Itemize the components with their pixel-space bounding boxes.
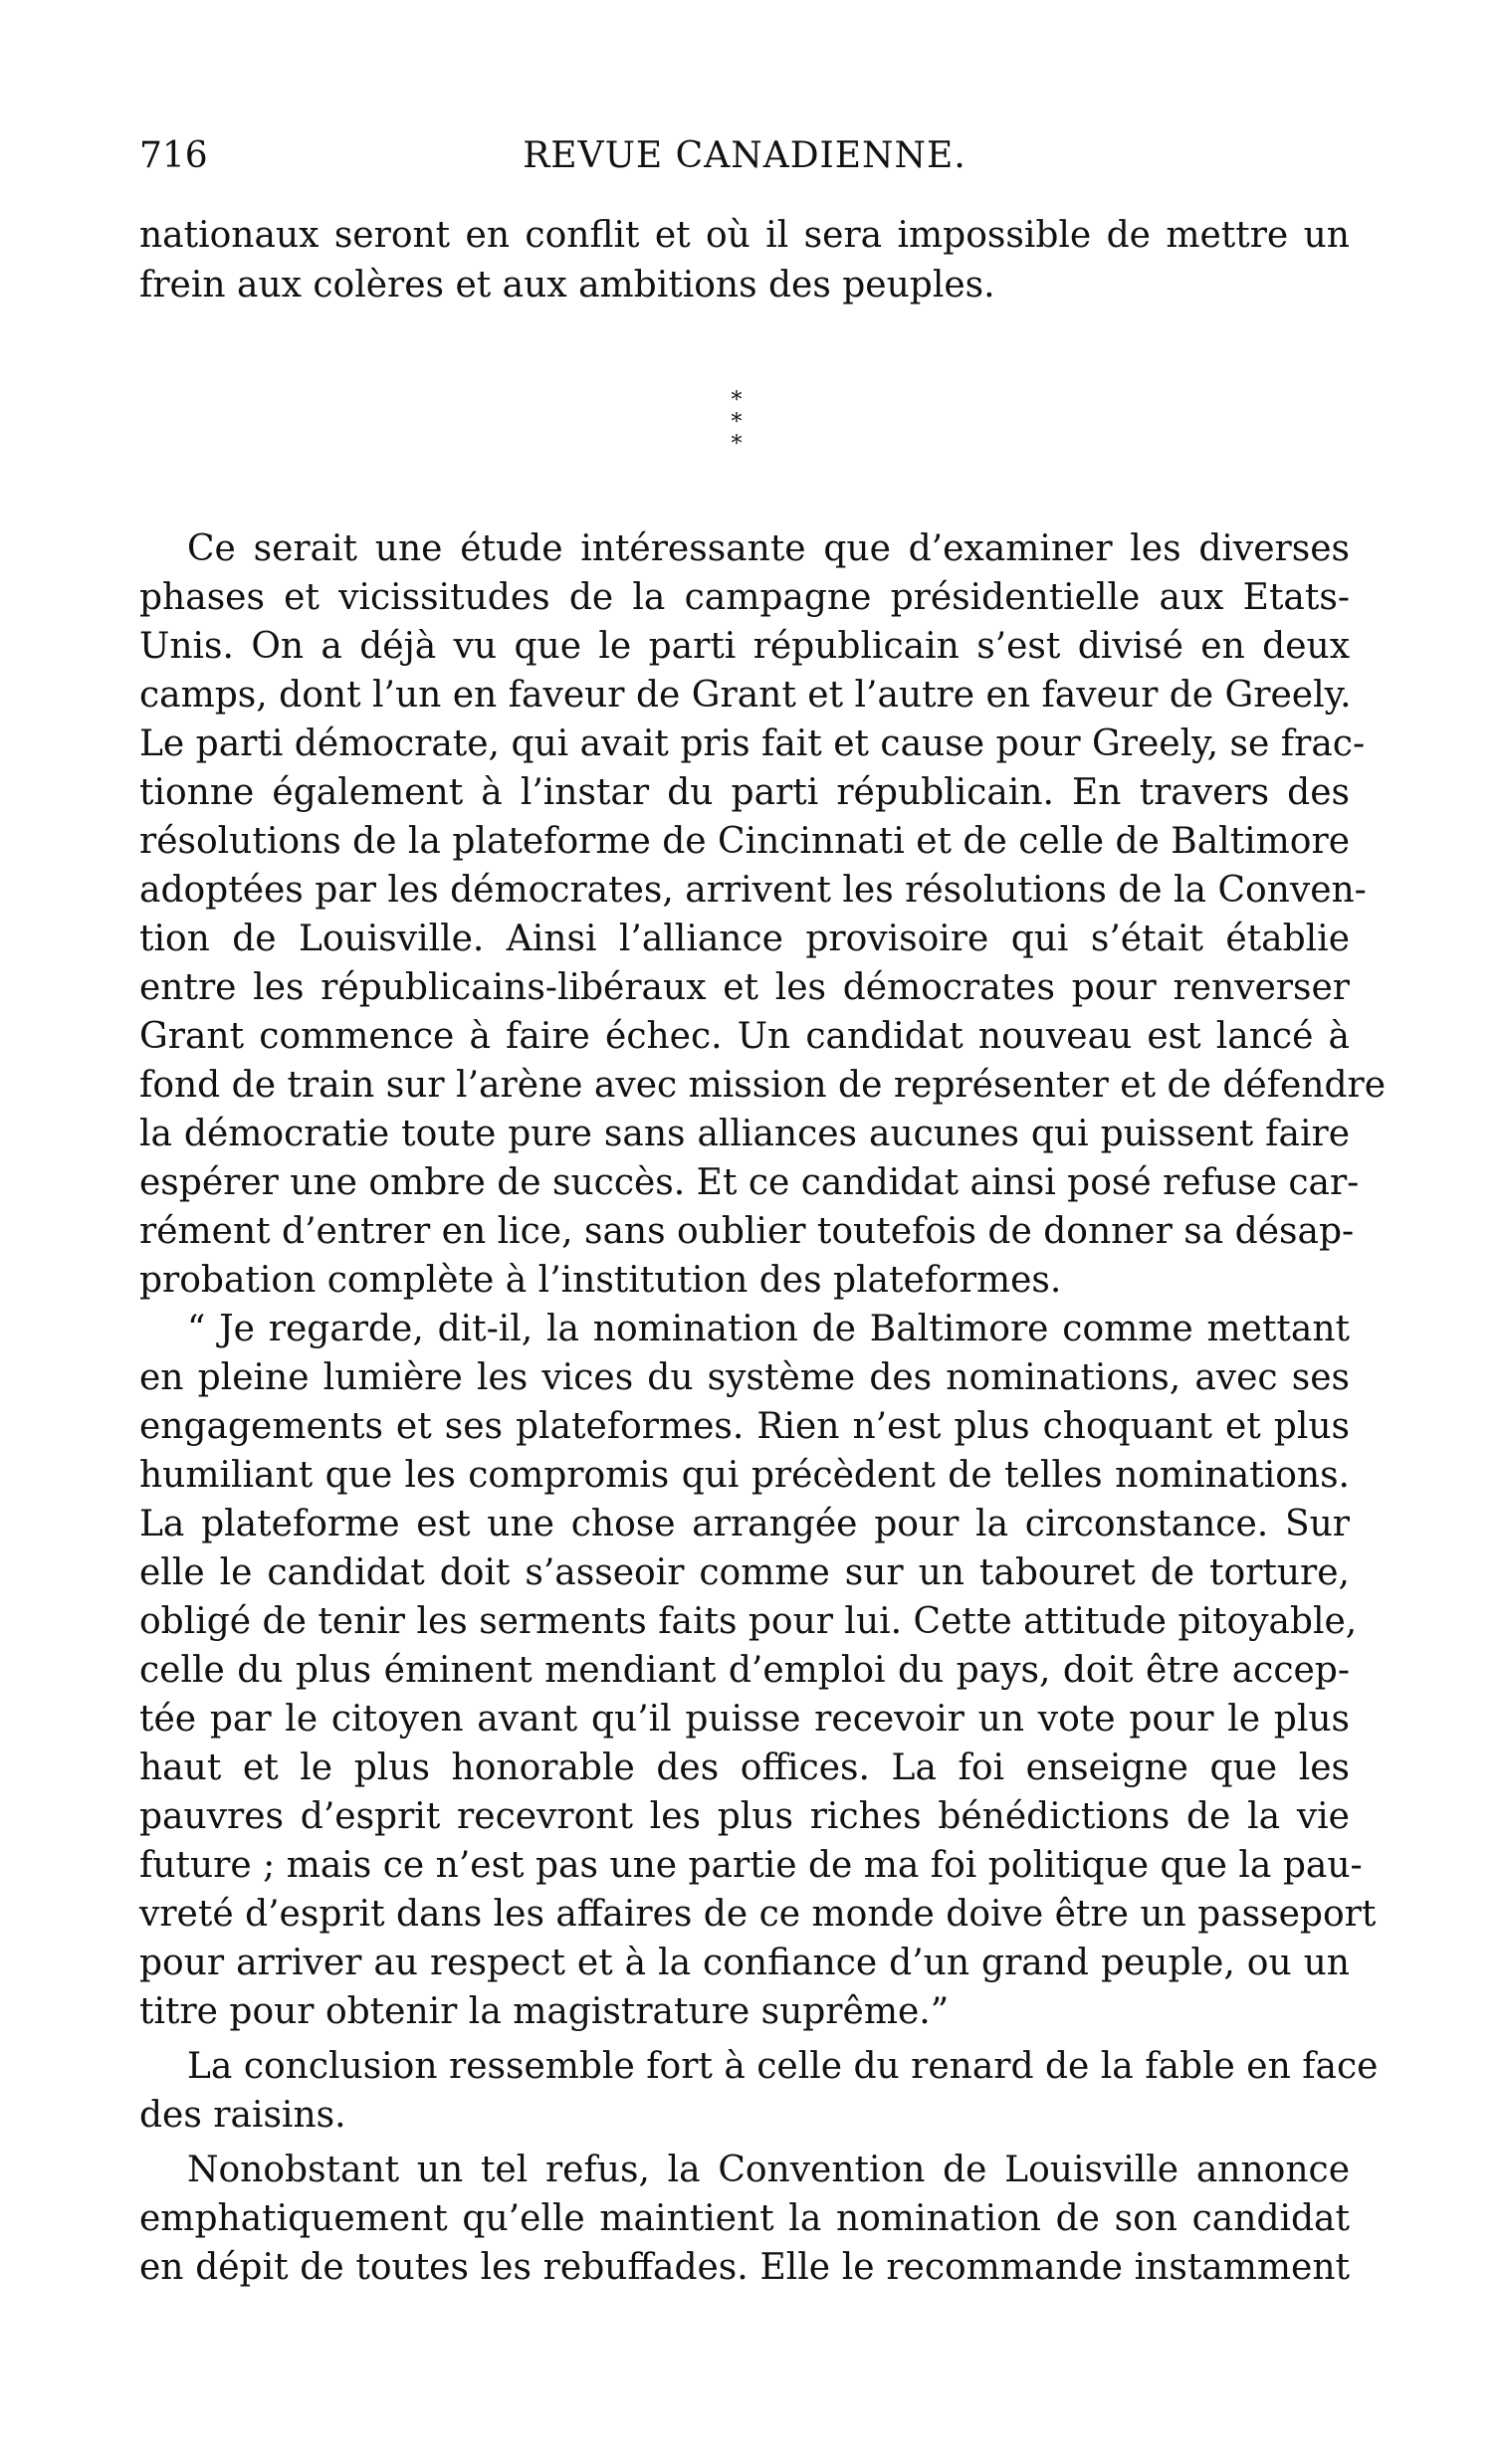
text-line: titre pour obtenir la magistrature suprême.” bbox=[139, 1991, 950, 2032]
running-title: REVUE CANADIENNE. bbox=[523, 135, 966, 176]
text-line: probation complète à l’institution des plateformes. bbox=[139, 1260, 1062, 1301]
text-line: tionne également à l’instar du parti républicain. En travers des bbox=[139, 772, 1350, 813]
text-line: engagements et ses plateformes. Rien n’est plus choquant et plus bbox=[139, 1406, 1350, 1447]
text-line: “ Je regarde, dit-il, la nomination de Baltimore comme mettant bbox=[187, 1309, 1350, 1349]
text-line: phases et vicissitudes de la campagne présidentielle aux Etats- bbox=[139, 577, 1350, 618]
text-line: des raisins. bbox=[139, 2095, 346, 2136]
text-line: Ce serait une étude intéressante que d’examiner les diverses bbox=[187, 528, 1350, 569]
text-line: La conclusion ressemble fort à celle du renard de la fable en face bbox=[187, 2046, 1379, 2087]
section-break-asterism bbox=[707, 388, 766, 457]
text-line: vreté d’esprit dans les affaires de ce monde doive être un passeport bbox=[139, 1894, 1377, 1935]
text-line: emphatiquement qu’elle maintient la nomination de son candidat bbox=[139, 2198, 1350, 2239]
text-line: pauvres d’esprit recevront les plus riches bénédictions de la vie bbox=[139, 1796, 1350, 1837]
text-line: en dépit de toutes les rebuffades. Elle le recommande instamment bbox=[139, 2247, 1350, 2288]
asterism-top: * * bbox=[731, 388, 750, 435]
text-line: rément d’entrer en lice, sans oublier toutefois de donner sa désap- bbox=[139, 1211, 1355, 1252]
text-line: en pleine lumière les vices du système des nominations, avec ses bbox=[139, 1357, 1350, 1398]
text-line: celle du plus éminent mendiant d’emploi du pays, doit être accep- bbox=[139, 1650, 1350, 1691]
text-line: résolutions de la plateforme de Cincinnati et de celle de Baltimore bbox=[139, 821, 1350, 862]
asterism-bottom: * bbox=[731, 432, 743, 457]
text-line: camps, dont l’un en faveur de Grant et l’autre en faveur de Greely. bbox=[139, 675, 1352, 716]
text-line: tée par le citoyen avant qu’il puisse recevoir un vote pour le plus bbox=[139, 1699, 1350, 1740]
text-line: entre les républicains-libéraux et les démocrates pour renverser bbox=[139, 967, 1350, 1008]
text-line: humiliant que les compromis qui précèdent de telles nominations. bbox=[139, 1455, 1350, 1496]
text-line: Nonobstant un tel refus, la Convention de Louisville annonce bbox=[187, 2150, 1350, 2190]
page-header bbox=[139, 131, 1350, 181]
text-line: pour arriver au respect et à la confiance d’un grand peuple, ou un bbox=[139, 1943, 1350, 1983]
text-line: la démocratie toute pure sans alliances aucunes qui puissent faire bbox=[139, 1114, 1350, 1154]
page-number: 716 bbox=[139, 135, 208, 176]
text-line: future ; mais ce n’est pas une partie de ma foi politique que la pau- bbox=[139, 1845, 1363, 1886]
text-line: Unis. On a déjà vu que le parti républicain s’est divisé en deux bbox=[139, 626, 1350, 667]
text-line: fond de train sur l’arène avec mission de représenter et de défendre bbox=[139, 1065, 1387, 1106]
text-line: Grant commence à faire échec. Un candidat nouveau est lancé à bbox=[139, 1016, 1350, 1057]
text-line: nationaux seront en conflit et où il sera impossible de mettre un bbox=[139, 215, 1350, 256]
text-line: tion de Louisville. Ainsi l’alliance provisoire qui s’était établie bbox=[139, 919, 1350, 959]
text-line: elle le candidat doit s’asseoir comme sur un tabouret de torture, bbox=[139, 1552, 1350, 1593]
text-line: frein aux colères et aux ambitions des peuples. bbox=[139, 265, 995, 306]
text-line: Le parti démocrate, qui avait pris fait et cause pour Greely, se frac- bbox=[139, 723, 1366, 764]
text-line: haut et le plus honorable des offices. La foi enseigne que les bbox=[139, 1747, 1350, 1788]
text-line: La plateforme est une chose arrangée pour la circonstance. Sur bbox=[139, 1504, 1350, 1544]
text-line: espérer une ombre de succès. Et ce candidat ainsi posé refuse car- bbox=[139, 1162, 1360, 1203]
text-line: adoptées par les démocrates, arrivent les résolutions de la Conven- bbox=[139, 870, 1367, 911]
text-line: obligé de tenir les serments faits pour lui. Cette attitude pitoyable, bbox=[139, 1601, 1358, 1642]
